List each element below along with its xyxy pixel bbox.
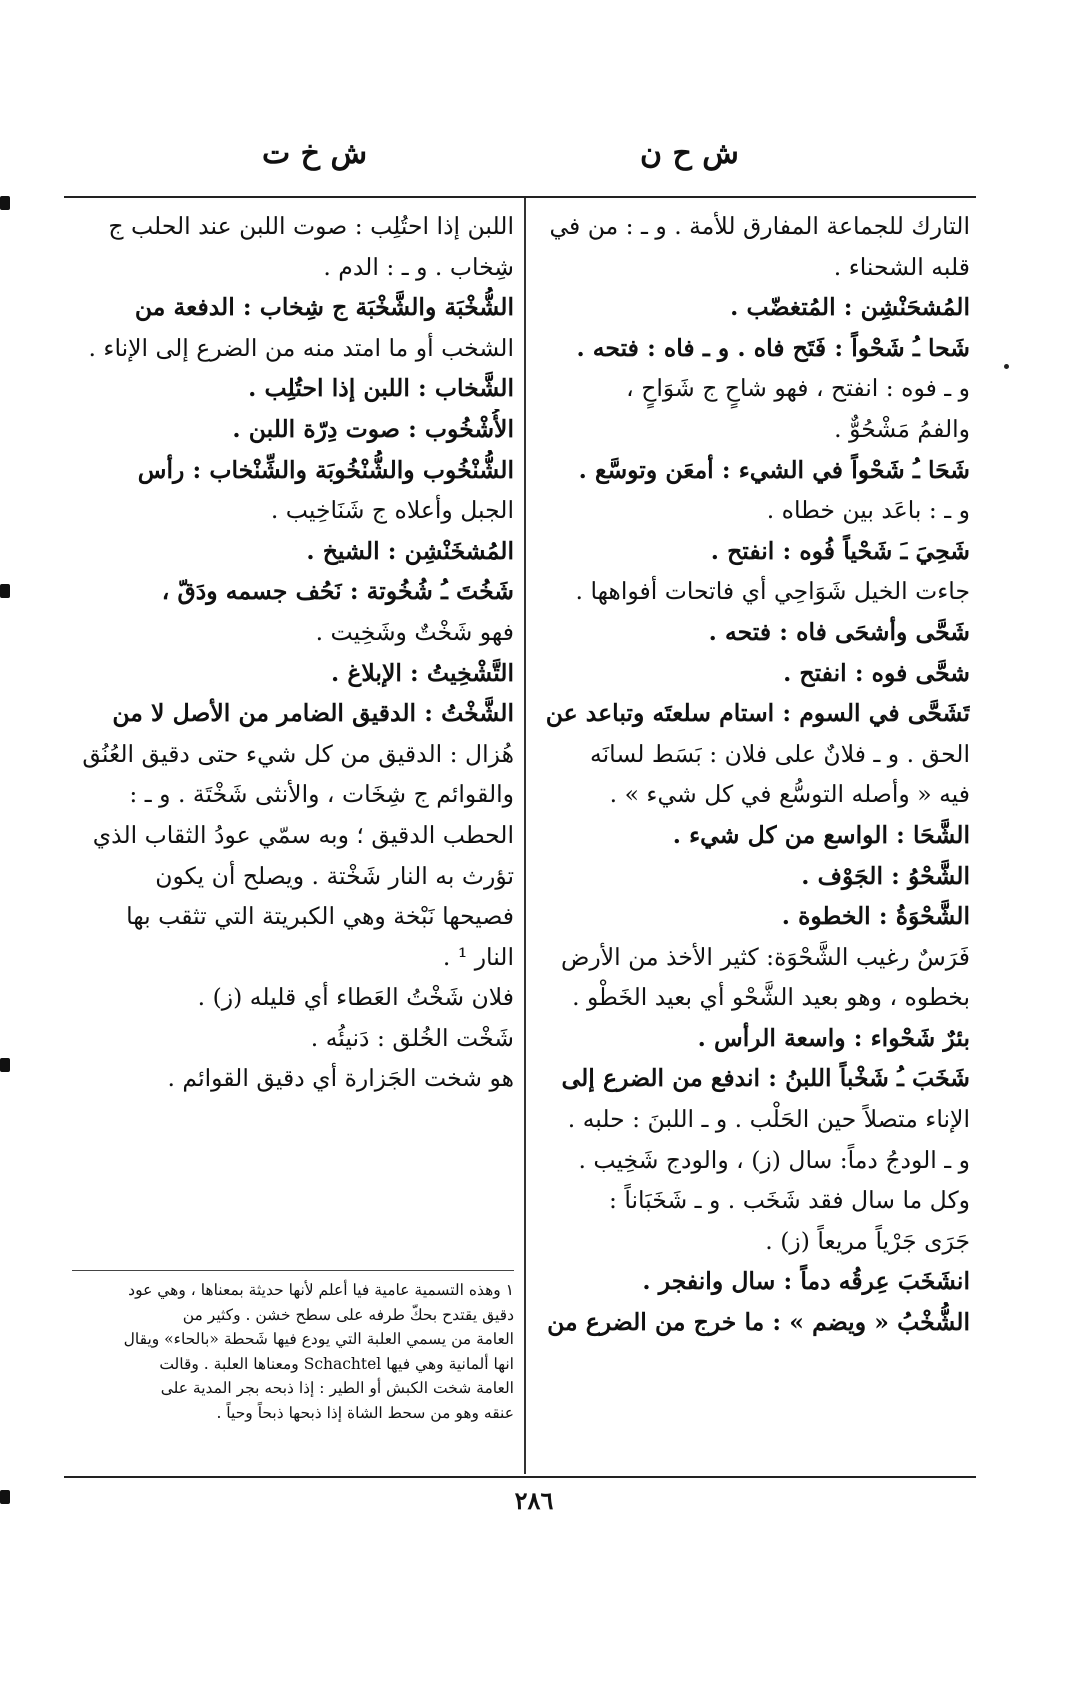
scan-speck (1004, 364, 1009, 369)
footnote-line: عنقه وهو من سحط الشاة إذا ذبحها ذبحاً وحياً . (216, 1403, 514, 1422)
entry-line: الإناء متصلاً حين الحَلْب . و ـ اللبنَ : حلبه . (567, 1105, 970, 1134)
entry-line: الشَّخْتُ : الدقيق الضامر من الأصل لا من (112, 699, 514, 728)
right-column (530, 206, 970, 1343)
entry-line: شَحَّى وأشحَى فاه : فتحه . (708, 617, 970, 646)
entry-line: تَشَحَّى في السوم : استام سلعتَه وتباعد عن (545, 699, 970, 728)
entry-line: شَحا ـُ شَحْواً : فَتَح فاه . و ـ فاه : فتحه . (576, 333, 970, 362)
footnote (72, 1278, 514, 1425)
entry-line: الشَّخاب : اللبن إذا احتُلِب . (248, 374, 514, 403)
entry-line: شَحِيَ ـَ شَحْياً فُوه : انفتح . (710, 536, 970, 565)
left-column-heading: ش خ ت (262, 136, 368, 171)
left-column (72, 206, 514, 1099)
page-number: ٢٨٦ (514, 1486, 554, 1515)
footnote-rule (72, 1270, 514, 1271)
entry-line: اللبن إذا احتُلِب : صوت اللبن عند الحلب ج (108, 212, 514, 240)
entry-line: وكل ما سال فقد شَخَب . و ـ شَخَبَاناً : (608, 1186, 970, 1215)
entry-line: والفمُ مَشْحُوٌّ . (834, 414, 970, 443)
entry-line: الشُّخْبُ « ويضم » : ما خرج من الضرع من (547, 1308, 970, 1337)
footnote-line: العامة من يسمي العلبة التي يودع فيها شَحطة «بالحاء» ويقال (123, 1330, 514, 1348)
scan-margin-mark (0, 196, 10, 210)
entry-line: شَخُتَ ـُ شُخُوتة : نَحُف جسمه ودَقّ ، (161, 577, 514, 606)
entry-line: شَخْت الخُلق : دَنيئُه . (310, 1023, 514, 1052)
footnote-line: ١ وهذه التسمية عامية فيا أعلم لأنها حديثة بمعناها ، وهي عود (128, 1281, 514, 1299)
footnote-line: العامة شخت الكبش أو الطير : إذا ذبحه بجر المدية على (160, 1379, 514, 1397)
entry-line: فيه « وأصله التوسُّع في كل شيء » . (609, 780, 970, 809)
entry-line: النار ¹ . (442, 942, 514, 971)
entry-line: فهو شَخْتٌ وشَخِيت . (315, 617, 514, 646)
scan-margin-mark (0, 1058, 10, 1072)
entry-line: جاءت الخيل شَوَاحِي أي فاتحات أفواهها . (575, 577, 970, 606)
right-column-heading: ش ح ن (640, 136, 739, 171)
entry-line: هو شخت الجَزارة أي دقيق القوائم . (167, 1064, 514, 1093)
entry-line: الشَّحْوُ : الجَوْف . (801, 861, 970, 890)
entry-line: شَحَا ـُ شَحْواً في الشيء : أمعَن وتوسَّع . (578, 455, 970, 484)
entry-line: الحق . و ـ فلانٌ على فلان : بَسَط لسانَه (590, 739, 970, 768)
entry-line: تؤرث به النار شَخْتة . ويصلح أن يكون (155, 861, 514, 890)
entry-line: هُزال : الدقيق من كل شيء حتى دقيق العُنُق (82, 739, 514, 768)
entry-line: الجبل وأعلاه ج شَنَاخِيب . (270, 496, 514, 525)
entry-line: والقوائم ج شِخَات ، والأنثى شَخْتَة . و ـ : (129, 780, 514, 809)
entry-line: شَخَبَ ـُ شَخْباً اللبنُ : اندفع من الضرع إلى (561, 1064, 970, 1093)
entry-line: الشَّحَا : الواسع من كل شيء . (672, 820, 970, 849)
entry-line: انشَخَبَ عِرقُه دماً : سال وانفجر . (642, 1267, 970, 1296)
entry-line: شحَّى فوه : انفتح . (783, 658, 970, 687)
entry-line: المُشخَنْشِن : الشيخ . (306, 536, 514, 565)
entry-line: المُشحَنْشِن : المُتغضّب . (730, 293, 970, 322)
entry-line: بخطوه ، وهو بعيد الشَّحْو أي بعيد الخَطْو . (572, 983, 970, 1012)
entry-line: قلبه الشحناء . (833, 252, 970, 281)
entry-line: التارك للجماعة المفارق للأمة . و ـ : من في (549, 212, 970, 240)
entry-line: شِخاب . و ـ : الدم . (323, 252, 514, 281)
entry-line: فَرَسٌ رغيب الشَّحْوَة: كثير الأخذ من الأرض (560, 942, 970, 971)
entry-line: و ـ : باعَد بين خطاه . (766, 496, 970, 525)
entry-line: بئرٌ شَحْواء : واسعة الرأس . (697, 1023, 970, 1052)
entry-line: و ـ الودجُ دماً: سال (ز) ، والودج شَخِيب . (578, 1145, 970, 1174)
entry-line: الحطب الدقيق ؛ وبه سمّي عودُ الثقاب الذي (92, 820, 514, 849)
entry-line: الشُّنْخُوب والشُّنْخُوبَة والشِّنْخاب : رأس (137, 455, 514, 484)
entry-line: فلان شَخْتُ العَطاء أي قليله (ز) . (197, 983, 514, 1012)
entry-line: جَرَى جَرْياً مريعاً (ز) . (765, 1226, 970, 1255)
column-divider (524, 198, 526, 1474)
entry-line: فصيحها نَبْخة وهي الكبريتة التي تثقب بها (126, 902, 514, 931)
entry-line: الشَّحْوَةُ : الخطوة . (781, 902, 970, 931)
entry-line: الشُّخْبَة والشَّخْبَة ج شِخاب : الدفعة من (134, 293, 514, 322)
footnote-line: انها ألمانية وهي فيها Schachtel ومعناها العلبة . وقالت (159, 1354, 514, 1373)
entry-line: التَّشْخِيتُ : الإبلاغ . (331, 658, 514, 687)
entry-line: الشخب أو ما امتد منه من الضرع إلى الإناء . (88, 333, 514, 362)
scan-margin-mark (0, 584, 10, 598)
header-rule (64, 196, 976, 198)
footer-rule (64, 1476, 976, 1478)
entry-line: و ـ فوه : انفتح ، فهو شاحٍ ج شَوَاحٍ ، (626, 374, 970, 403)
scan-margin-mark (0, 1490, 10, 1504)
entry-line: الأُشْخُوب : صوت دِرّة اللبن . (232, 414, 514, 443)
footnote-line: دقيق يقتدح بحكّ طرفه على سطح خشن . وكثير من (182, 1305, 514, 1324)
